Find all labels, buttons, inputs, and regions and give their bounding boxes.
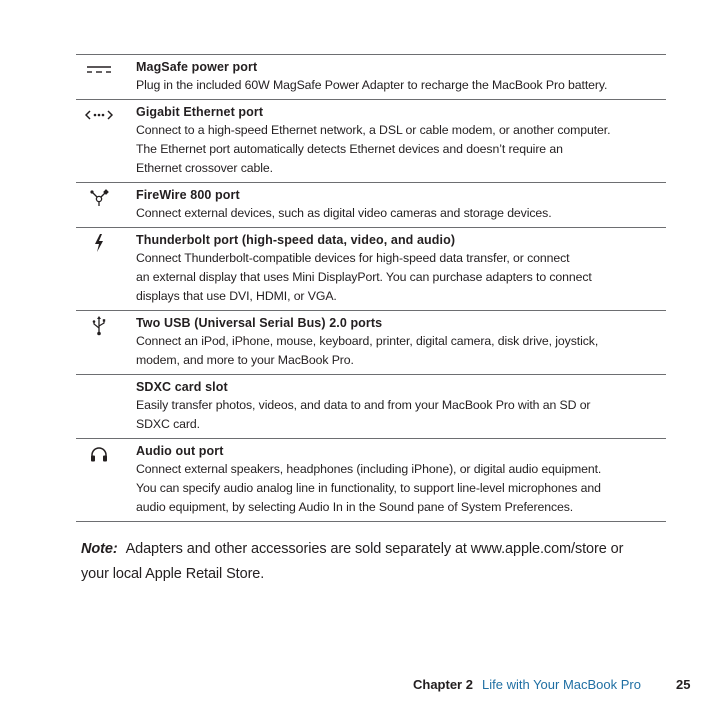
note-label: Note:	[81, 541, 118, 557]
port-description: Connect an iPod, iPhone, mouse, keyboard, printer, digital camera, disk drive, joystick,	[136, 334, 599, 348]
port-description: Connect external devices, such as digital video cameras and storage devices.	[136, 206, 552, 220]
port-description: modem, and more to your MacBook Pro.	[136, 353, 354, 367]
port-row-sdxc	[76, 374, 666, 438]
port-description: an external display that uses Mini DisplayPort. You can purchase adapters to connect	[136, 270, 592, 284]
port-row-thunderbolt	[76, 227, 666, 310]
magsafe-power-icon	[84, 62, 114, 78]
port-table	[76, 54, 666, 522]
note	[81, 537, 681, 587]
port-description: Easily transfer photos, videos, and data to and from your MacBook Pro with an SD or	[136, 398, 591, 412]
port-description: Connect Thunderbolt-compatible devices for high-speed data transfer, or connect	[136, 251, 570, 265]
port-row-magsafe	[76, 54, 666, 99]
port-title: Two USB (Universal Serial Bus) 2.0 ports	[136, 316, 383, 330]
firewire-icon	[84, 190, 114, 206]
usb-icon	[84, 318, 114, 334]
note-text: Adapters and other accessories are sold separately at www.apple.com/store or	[125, 541, 624, 557]
port-description: The Ethernet port automatically detects Ethernet devices and doesn’t require an	[136, 142, 563, 156]
page-number: 25	[676, 677, 691, 692]
port-description: You can specify audio analog line in functionality, to support line-level microphones and	[136, 481, 601, 495]
port-row-firewire	[76, 182, 666, 227]
port-row-usb	[76, 310, 666, 374]
port-row-audio-out	[76, 438, 666, 522]
port-title: FireWire 800 port	[136, 188, 240, 202]
footer-chapter-title: Life with Your MacBook Pro	[482, 677, 641, 692]
footer-chapter: Chapter 2	[413, 677, 473, 692]
port-description: Ethernet crossover cable.	[136, 161, 273, 175]
note-line-1	[81, 537, 681, 562]
port-title: Audio out port	[136, 444, 224, 458]
note-line-2: your local Apple Retail Store.	[81, 566, 265, 582]
page-footer	[0, 677, 728, 697]
port-description: audio equipment, by selecting Audio In in the Sound pane of System Preferences.	[136, 500, 574, 514]
port-description: SDXC card.	[136, 417, 200, 431]
headphones-icon	[84, 446, 114, 462]
port-title: Gigabit Ethernet port	[136, 105, 264, 119]
port-description: Plug in the included 60W MagSafe Power Adapter to recharge the MacBook Pro battery.	[136, 78, 608, 92]
port-description: displays that use DVI, HDMI, or VGA.	[136, 289, 337, 303]
port-row-ethernet	[76, 99, 666, 182]
port-title: Thunderbolt port (high-speed data, video, and audio)	[136, 233, 456, 247]
ethernet-icon	[84, 107, 114, 123]
port-title: MagSafe power port	[136, 60, 258, 74]
port-description: Connect external speakers, headphones (including iPhone), or digital audio equipment.	[136, 462, 602, 476]
port-description: Connect to a high-speed Ethernet network, a DSL or cable modem, or another computer.	[136, 123, 611, 137]
thunderbolt-icon	[84, 235, 114, 251]
port-title: SDXC card slot	[136, 380, 228, 394]
